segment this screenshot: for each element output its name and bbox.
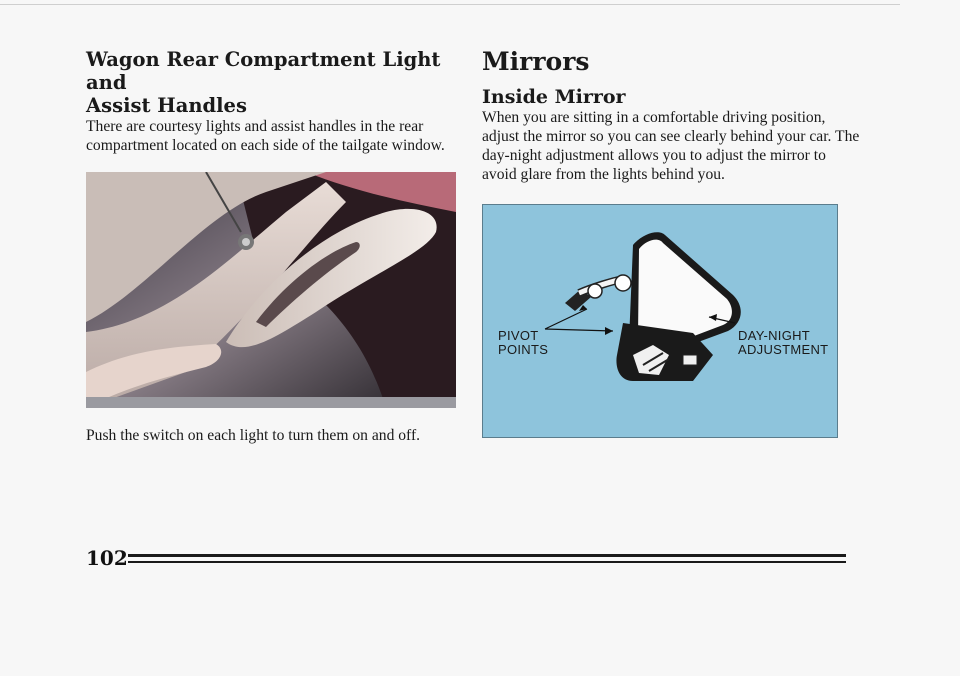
page-number: 102	[86, 546, 128, 570]
section-title	[86, 48, 456, 117]
day-night-label-line2: ADJUSTMENT	[738, 342, 829, 357]
footer-rule-thick	[128, 554, 846, 557]
mirrors-title: Mirrors	[482, 47, 590, 76]
day-night-label-line1: DAY-NIGHT	[738, 328, 811, 343]
day-night-adjustment-label	[738, 329, 828, 357]
inside-mirror-subtitle: Inside Mirror	[482, 86, 626, 108]
section-title-line1: Wagon Rear Compartment Light and	[86, 48, 441, 94]
inside-mirror-illustration	[482, 204, 838, 438]
pivot-label-line1: PIVOT	[498, 328, 539, 343]
pivot-label-line2: POINTS	[498, 342, 549, 357]
section-intro: There are courtesy lights and assist handles in the rear compartment located on each side of the tailgate window.	[86, 118, 445, 154]
inside-mirror-body: When you are sitting in a comfortable driving position, adjust the mirror so you can see clearly behind your car. The day-night adjustment allows you to adjust the mirror to avoid glare from the lights behind you.	[482, 109, 860, 183]
top-rule	[0, 4, 900, 5]
footer-rule-thin	[128, 561, 846, 563]
right-column	[482, 48, 862, 184]
photo-caption: Push the switch on each light to turn them on and off.	[86, 427, 421, 444]
left-column	[86, 48, 456, 155]
assist-handle-photo	[86, 172, 456, 408]
section-title-line2: Assist Handles	[86, 94, 247, 117]
pivot-points-label	[498, 329, 548, 357]
assist-handle-photo-art	[86, 172, 456, 408]
mirror-drawing	[483, 205, 838, 438]
